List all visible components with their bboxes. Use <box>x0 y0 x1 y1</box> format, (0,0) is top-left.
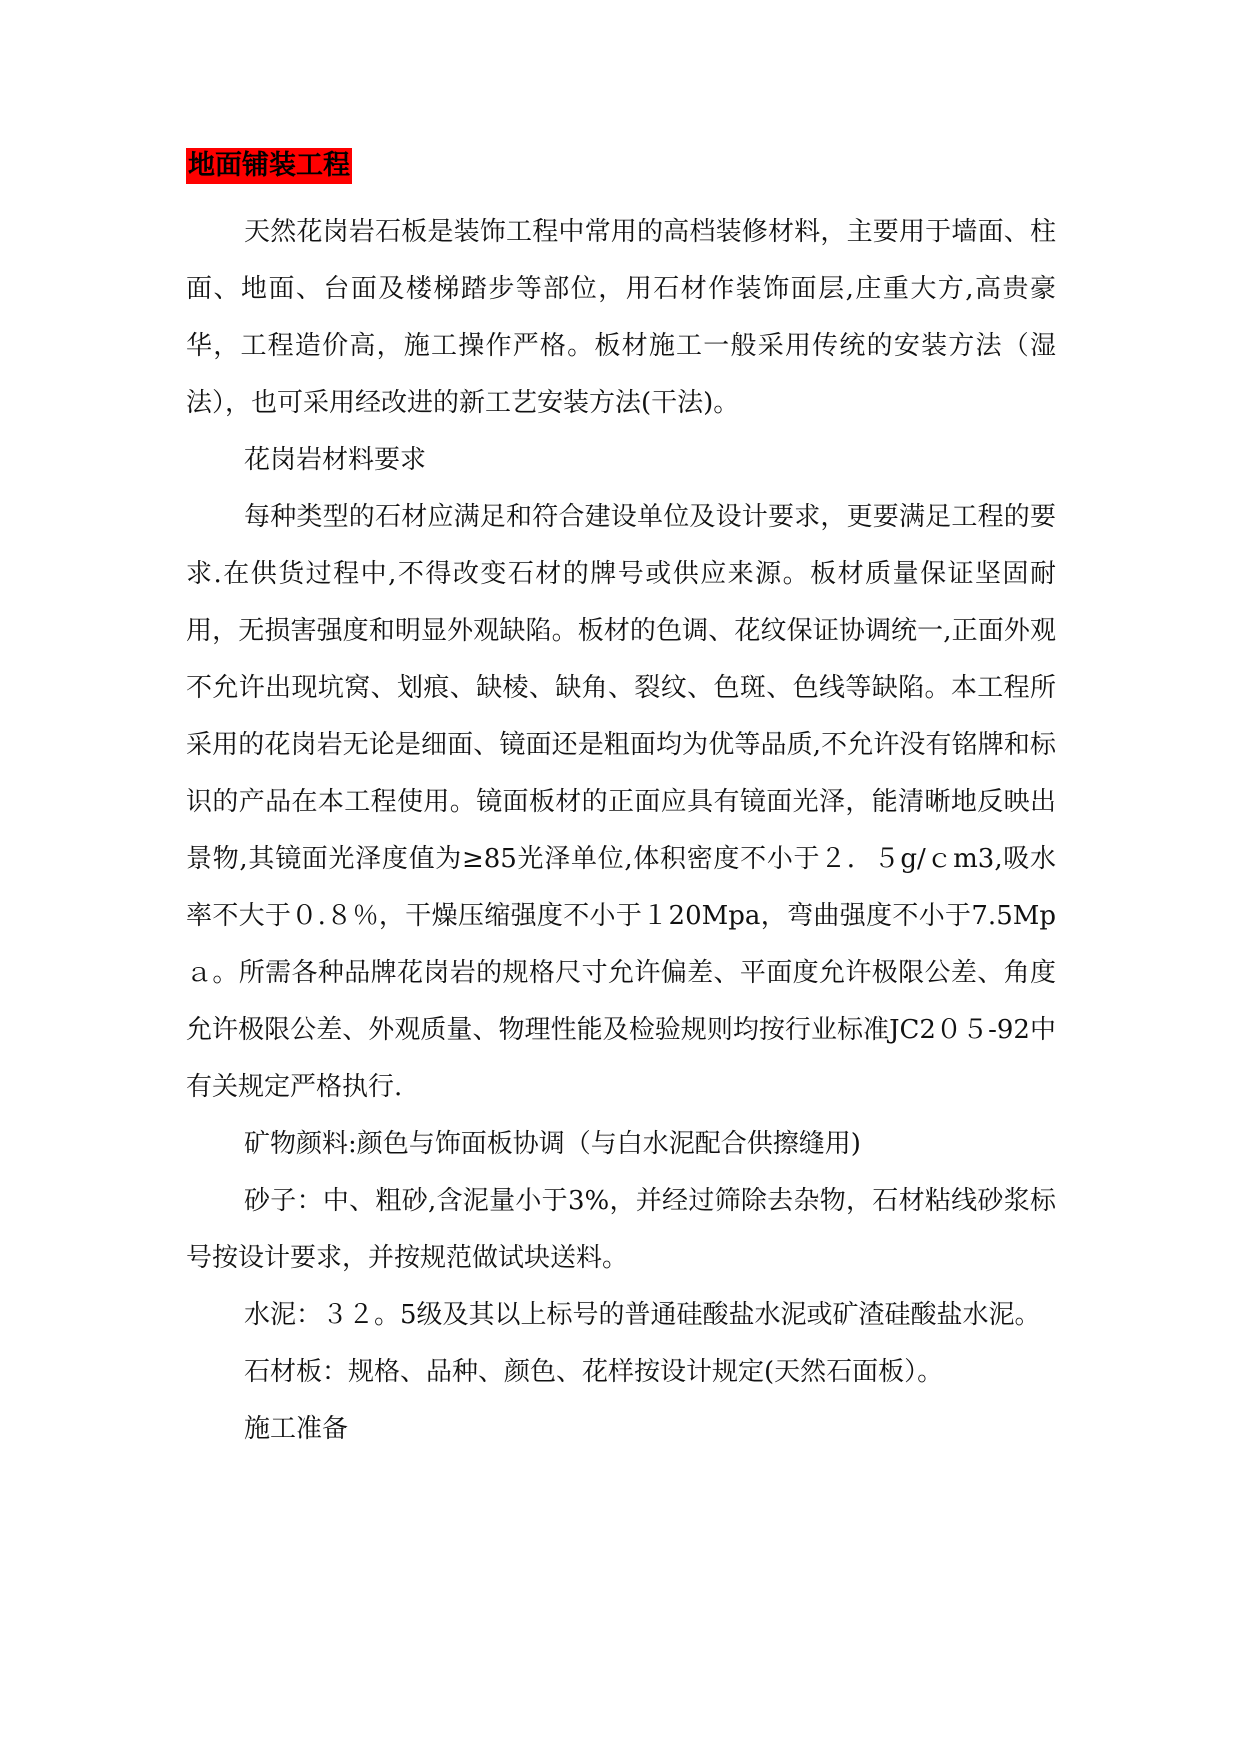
document-page <box>186 148 1056 1458</box>
paragraph-preparation: 施工准备 <box>244 1414 349 1444</box>
paragraph-intro: 天然花岗岩石板是装饰工程中常用的高档装修材料，主要用于墙面、柱面、地面、台面及楼梯踏步等部位，用石材作装饰面层,庄重大方,高贵豪华，工程造价高，施工操作严格。板材施工一般采用传统的安装方法（湿法），也可采用经改进的新工艺安装方法(干法)。 <box>186 217 1056 418</box>
paragraph-stone-board: 石材板：规格、品种、颜色、花样按设计规定(天然石面板）。 <box>244 1357 944 1387</box>
paragraph-pigment: 矿物颜料:颜色与饰面板协调（与白水泥配合供擦缝用) <box>244 1129 861 1159</box>
paragraph-sand: 砂子：中、粗砂,含泥量小于3%，并经过筛除去杂物，石材粘线砂浆标号按设计要求，并按规范做试块送料。 <box>186 1186 1056 1273</box>
section-title: 地面铺装工程 <box>186 148 352 184</box>
paragraph-material-requirements: 每种类型的石材应满足和符合建设单位及设计要求，更要满足工程的要求.在供货过程中,不得改变石材的牌号或供应来源。板材质量保证坚固耐用，无损害强度和明显外观缺陷。板材的色调、花纹保证协调统一,正面外观不允许出现坑窝、划痕、缺棱、缺角、裂纹、色斑、色线等缺陷。本工程所采用的花岗岩无论是细面、镜面还是粗面均为优等品质,不允许没有铭牌和标识的产品在本工程使用。镜面板材的正面应具有镜面光泽，能清晰地反映出景物,其镜面光泽度值为≥85光泽单位,体积密度不小于２．５g/ｃm3,吸水率不大于０.８％，干燥压缩强度不小于１20Mpa，弯曲强度不小于7.5Mpａ。所需各种品牌花岗岩的规格尺寸允许偏差、平面度允许极限公差、角度允许极限公差、外观质量、物理性能及检验规则均按行业标准JC2０５-92中有关规定严格执行. <box>186 502 1056 1102</box>
paragraph-cement: 水泥：３２。5级及其以上标号的普通硅酸盐水泥或矿渣硅酸盐水泥。 <box>244 1300 1041 1330</box>
paragraph-material-heading: 花岗岩材料要求 <box>244 445 427 475</box>
